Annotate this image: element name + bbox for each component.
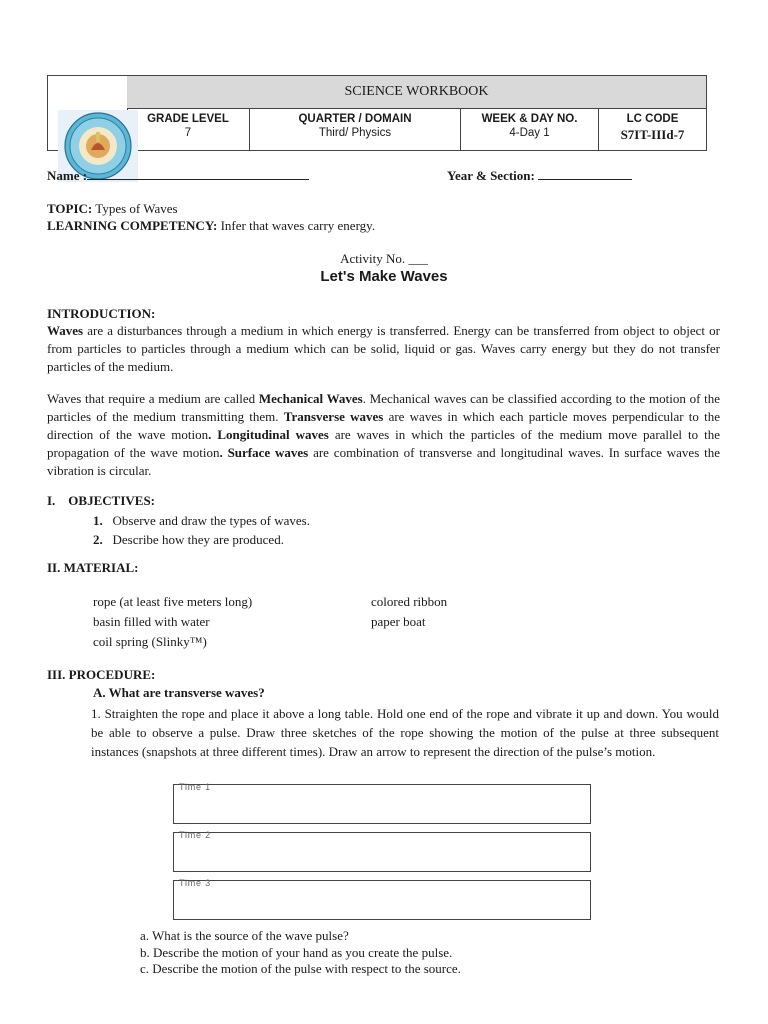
time-box-label: Time 2: [179, 830, 211, 840]
competency-label: LEARNING COMPETENCY:: [47, 218, 218, 233]
procedure-step-1: 1. Straighten the rope and place it above a long table. Hold one end of the rope and vibrate it up and down. You would be able to observe a pulse. Draw three sketches of the rope showing the motion of the pulse at three subsequent instances (snapshots at three different times). Draw an arrow to represent the direction of the pulse’s motion.: [91, 706, 719, 759]
material-item: basin filled with water: [93, 614, 210, 629]
material-item: colored ribbon: [371, 594, 448, 609]
objectives-heading: I. OBJECTIVES:: [47, 493, 155, 508]
lc-code-value: S7IT-IIId-7: [620, 127, 685, 142]
objective-text: Observe and draw the types of waves.: [112, 513, 310, 528]
grade-level-value: 7: [184, 127, 192, 139]
material-item: paper boat: [371, 614, 426, 629]
quarter-domain-value: Third/ Physics: [318, 127, 392, 139]
objective-number: 2.: [93, 532, 103, 547]
workbook-title: SCIENCE WORKBOOK: [127, 76, 706, 109]
activity-title: Let's Make Waves: [320, 268, 448, 285]
time-2-sketch-box[interactable]: [173, 832, 591, 872]
material-item: rope (at least five meters long): [93, 594, 253, 609]
name-label: Name :: [47, 168, 88, 183]
topic-value: Types of Waves: [95, 201, 178, 216]
objective-item: [93, 512, 310, 530]
time-box-label: Time 1: [179, 782, 211, 792]
year-section-field[interactable]: [447, 167, 632, 184]
week-day-value: 4-Day 1: [509, 127, 550, 139]
introduction-paragraph-1: [47, 322, 720, 376]
procedure-heading: III. PROCEDURE:: [47, 667, 156, 682]
grade-level-heading: GRADE LEVEL: [147, 113, 229, 125]
week-day-heading: WEEK & DAY NO.: [481, 113, 578, 125]
lc-code-heading: LC CODE: [626, 113, 679, 125]
surface-waves-term: . Surface waves: [219, 445, 309, 460]
p2-e: are waves in which each particle moves perpendicular to the direction of the wave motion: [47, 409, 720, 442]
topic-label: TOPIC:: [47, 201, 93, 216]
transverse-waves-term: Transverse waves: [283, 409, 384, 424]
materials-heading: II. MATERIAL:: [47, 560, 139, 575]
objective-text: Describe how they are produced.: [112, 532, 284, 547]
mechanical-waves-term: Mechanical Waves: [258, 391, 363, 406]
question-item: a. What is the source of the wave pulse?: [140, 928, 349, 943]
question-item: c. Describe the motion of the pulse with respect to the source.: [140, 961, 461, 976]
p2-i: are combination of transverse and longitudinal waves. In surface waves the vibration is circular.: [47, 445, 720, 478]
introduction-heading: INTRODUCTION:: [47, 306, 156, 321]
name-field[interactable]: [47, 167, 309, 184]
objective-item: [93, 531, 284, 549]
procedure-subheading: A. What are transverse waves?: [93, 685, 265, 700]
p2-a: Waves that require a medium are called: [47, 391, 259, 406]
year-section-blank[interactable]: [538, 167, 632, 180]
p2-c: . Mechanical waves can be classified according to the motion of the particles of the medium transmitting them.: [47, 391, 720, 424]
time-3-sketch-box[interactable]: [173, 880, 591, 920]
p2-g: are waves in which the particles of the medium move parallel to the propagation of the wave motion: [47, 427, 720, 460]
week-day-cell: [461, 108, 599, 150]
waves-term: Waves: [47, 323, 84, 338]
objective-number: 1.: [93, 513, 103, 528]
activity-number: Activity No. ___: [340, 251, 428, 266]
longitudinal-waves-term: . Longitudinal waves: [208, 427, 329, 442]
quarter-domain-heading: QUARTER / DOMAIN: [298, 113, 412, 125]
year-section-label: Year & Section:: [447, 168, 535, 183]
material-item: coil spring (Slinky™): [93, 634, 207, 649]
competency-line: [47, 217, 375, 235]
question-item: b. Describe the motion of your hand as you create the pulse.: [140, 945, 453, 960]
topic-line: [47, 200, 178, 218]
introduction-p1-text: are a disturbances through a medium in which energy is transferred. Energy can be transferred from object to object or from particles to particles through a medium which can be solid, liquid or gas. Waves carry energy but they do not transfer particles of the medium.: [47, 323, 720, 374]
time-box-label: Time 3: [179, 878, 211, 888]
quarter-domain-cell: [250, 108, 461, 150]
header-table: [47, 75, 707, 151]
competency-value: Infer that waves carry energy.: [220, 218, 376, 233]
name-blank[interactable]: [87, 167, 309, 180]
time-1-sketch-box[interactable]: [173, 784, 591, 824]
grade-level-cell: [127, 108, 250, 150]
introduction-paragraph-2: [47, 390, 720, 480]
lc-code-cell: [599, 108, 706, 150]
